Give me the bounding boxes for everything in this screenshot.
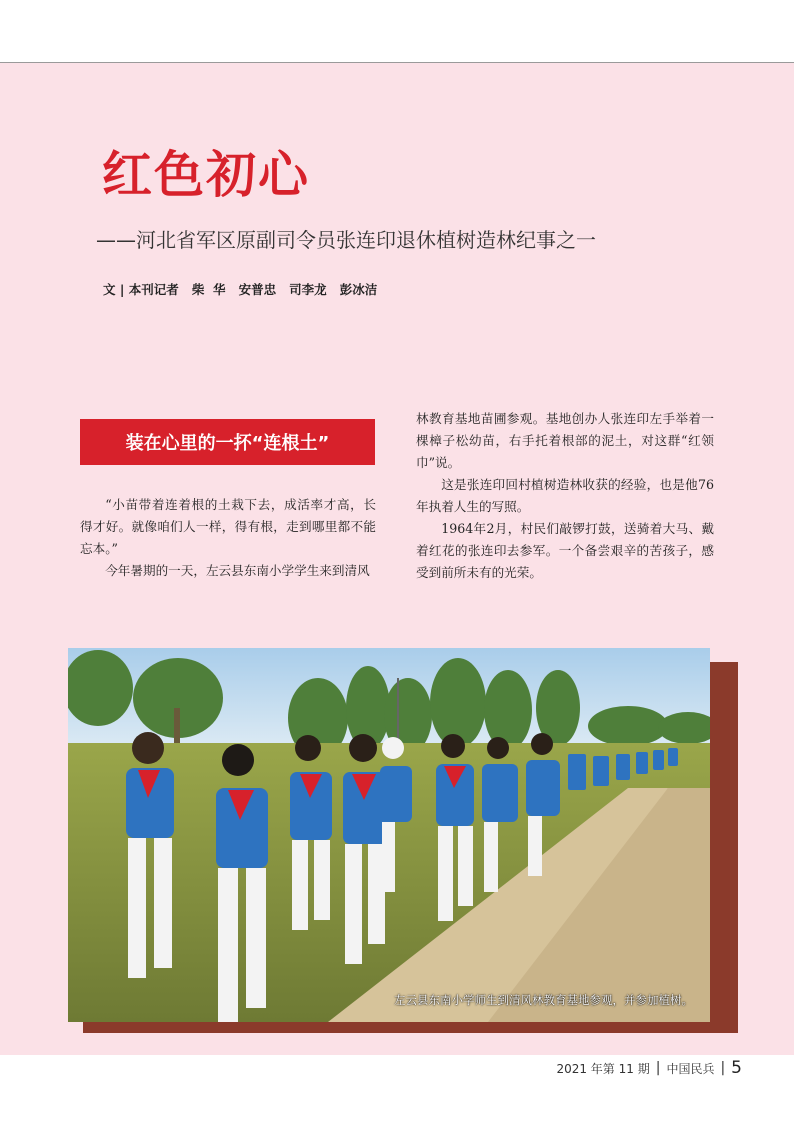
- page-footer: [556, 1058, 742, 1078]
- byline: 文 | 本刊记者 柴 华 安普忠 司李龙 彭冰洁: [103, 282, 378, 297]
- left-column: [80, 494, 376, 582]
- footer-divider: |: [720, 1060, 726, 1076]
- section-heading: 装在心里的一抔“连根土”: [125, 433, 330, 454]
- footer-divider: |: [655, 1060, 661, 1076]
- paragraph: “小苗带着连着根的土栽下去，成活率才高，长得才好。就像咱们人一样，得有根，走到哪里都不能忘本。”: [80, 497, 376, 556]
- paragraph: 今年暑期的一天，左云县东南小学学生来到清风: [105, 563, 370, 578]
- issue-label: 2021 年第 11 期: [556, 1061, 650, 1076]
- paragraph: 林教育基地苗圃参观。基地创办人张连印左手举着一棵樟子松幼苗，右手托着根部的泥土，对这群“红领巾”说。: [416, 411, 714, 470]
- paragraph: 1964年2月，村民们敲锣打鼓，送骑着大马、戴着红花的张连印去参军。一个备尝艰辛的苦孩子，感受到前所未有的光荣。: [416, 521, 714, 580]
- photo-caption: 左云县东南小学师生到清风林教育基地参观，并参加植树。: [394, 993, 693, 1007]
- paragraph: 这是张连印回村植树造林收获的经验，也是他76年执着人生的写照。: [416, 477, 714, 514]
- photo-illustration: [68, 648, 710, 1022]
- page-number: 5: [731, 1058, 742, 1078]
- section-heading-box: [80, 419, 375, 465]
- article-title: 红色初心: [102, 146, 310, 204]
- article-subtitle: ——河北省军区原副司令员张连印退休植树造林纪事之一: [96, 228, 596, 252]
- magazine-name: 中国民兵: [666, 1061, 715, 1076]
- right-column: [416, 408, 714, 584]
- article-photo: [68, 648, 710, 1022]
